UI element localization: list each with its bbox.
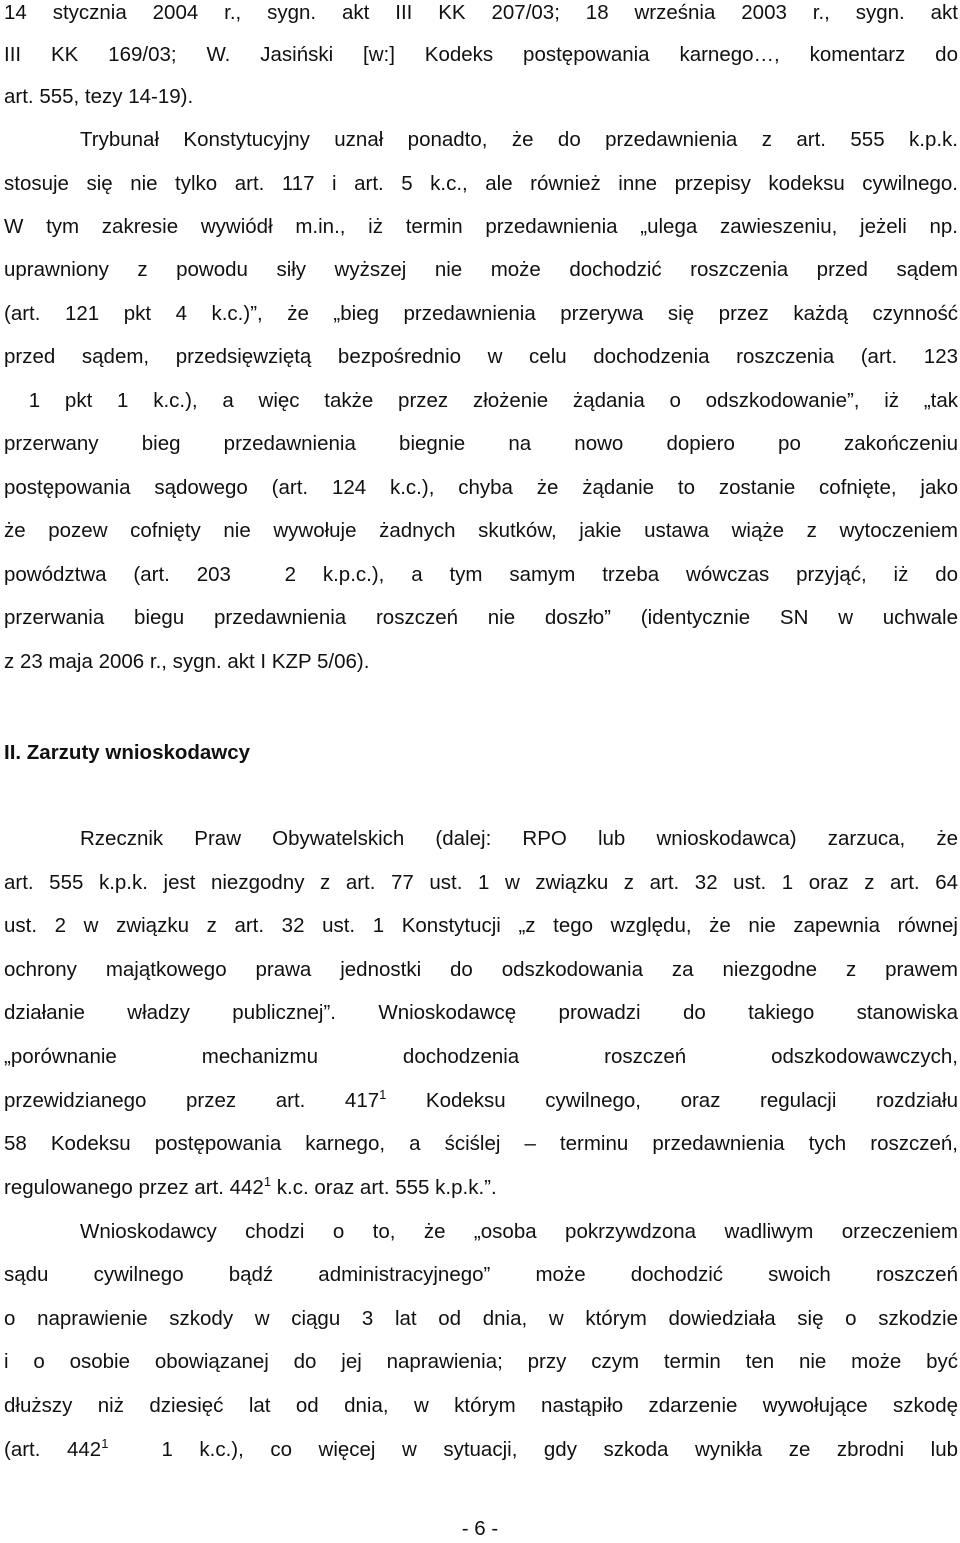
text-line: III KK 169/03; W. Jasiński [w:] Kodeks postępowania karnego…, komentarz do — [4, 43, 958, 66]
text-line: ust. 2 w związku z art. 32 ust. 1 Konstytucji „z tego względu, że nie zapewnia równej — [4, 914, 958, 937]
text-line: (art. 121 pkt 4 k.c.)”, że „bieg przedawnienia przerywa się przez każdą czynność — [4, 302, 958, 325]
superscript: 1 — [263, 1174, 272, 1189]
text-fragment: 1 k.c.), co więcej w sytuacji, gdy szkoda wynikła ze zbrodni lub — [108, 1438, 958, 1461]
text-line: działanie władzy publicznej”. Wnioskodawcę prowadzi do takiego stanowiska — [4, 1001, 958, 1024]
superscript: 1 — [101, 1436, 109, 1451]
text-line: że pozew cofnięty nie wywołuje żadnych skutków, jakie ustawa wiąże z wytoczeniem — [4, 519, 958, 542]
superscript: 1 — [379, 1087, 387, 1102]
text-fragment: Kodeksu cywilnego, oraz regulacji rozdziału — [386, 1089, 958, 1112]
text-fragment: przewidzianego przez art. 417 — [4, 1089, 380, 1112]
text-line: art. 555, tezy 14-19). — [4, 85, 194, 108]
text-line: z 23 maja 2006 r., sygn. akt I KZP 5/06). — [4, 650, 370, 673]
text-line: i o osobie obowiązanej do jej naprawienia; przy czym termin ten nie może być — [4, 1350, 958, 1373]
text-fragment: k.c. oraz art. 555 k.p.k.”. — [271, 1176, 497, 1199]
text-line: Wnioskodawcy chodzi o to, że „osoba pokrzywdzona wadliwym orzeczeniem — [80, 1220, 958, 1243]
text-line: sądu cywilnego bądź administracyjnego” może dochodzić swoich roszczeń — [4, 1263, 958, 1286]
text-line: przerwany bieg przedawnienia biegnie na nowo dopiero po zakończeniu — [4, 432, 958, 455]
text-line: ochrony majątkowego prawa jednostki do odszkodowania za niezgodne z prawem — [4, 958, 958, 981]
text-line: dłuższy niż dziesięć lat od dnia, w którym nastąpiło zdarzenie wywołujące szkodę — [4, 1394, 958, 1417]
text-line: 58 Kodeksu postępowania karnego, a ściślej – terminu przedawnienia tych roszczeń, — [4, 1132, 958, 1155]
text-line: postępowania sądowego (art. 124 k.c.), chyba że żądanie to zostanie cofnięte, jako — [4, 476, 958, 499]
text-fragment: regulowanego przez art. 442 — [4, 1176, 264, 1199]
text-line: o naprawienie szkody w ciągu 3 lat od dnia, w którym dowiedziała się o szkodzie — [4, 1307, 958, 1330]
text-line: 1 pkt 1 k.c.), a więc także przez złożenie żądania o odszkodowanie”, iż „tak — [4, 389, 958, 412]
text-line: uprawniony z powodu siły wyższej nie może dochodzić roszczenia przed sądem — [4, 258, 958, 281]
text-line: art. 555 k.p.k. jest niezgodny z art. 77 ust. 1 w związku z art. 32 ust. 1 oraz z art. 64 — [4, 871, 958, 894]
text-line: 14 stycznia 2004 r., sygn. akt III KK 207/03; 18 września 2003 r., sygn. akt — [4, 1, 958, 24]
text-line: Rzecznik Praw Obywatelskich (dalej: RPO lub wnioskodawca) zarzuca, że — [80, 827, 958, 850]
text-fragment: (art. 442 — [4, 1438, 102, 1461]
text-line — [4, 1437, 958, 1463]
text-line: W tym zakresie wywiódł m.in., iż termin przedawnienia „ulega zawieszeniu, jeżeli np. — [4, 215, 958, 238]
text-line: stosuje się nie tylko art. 117 i art. 5 k.c., ale również inne przepisy kodeksu cywilnego. — [4, 172, 958, 195]
text-line — [4, 1175, 958, 1201]
page-number: - 6 - — [461, 1517, 499, 1540]
text-line: Trybunał Konstytucyjny uznał ponadto, że do przedawnienia z art. 555 k.p.k. — [80, 128, 958, 151]
text-line: powództwa (art. 203 2 k.p.c.), a tym samym trzeba wówczas przyjąć, iż do — [4, 563, 958, 586]
text-line — [4, 1088, 958, 1114]
text-line: przerwania biegu przedawnienia roszczeń nie doszło” (identycznie SN w uchwale — [4, 606, 958, 629]
text-line: przed sądem, przedsięwziętą bezpośrednio w celu dochodzenia roszczenia (art. 123 — [4, 345, 958, 368]
text-line: „porównanie mechanizmu dochodzenia roszczeń odszkodowawczych, — [4, 1045, 958, 1068]
section-heading: II. Zarzuty wnioskodawcy — [4, 741, 251, 764]
